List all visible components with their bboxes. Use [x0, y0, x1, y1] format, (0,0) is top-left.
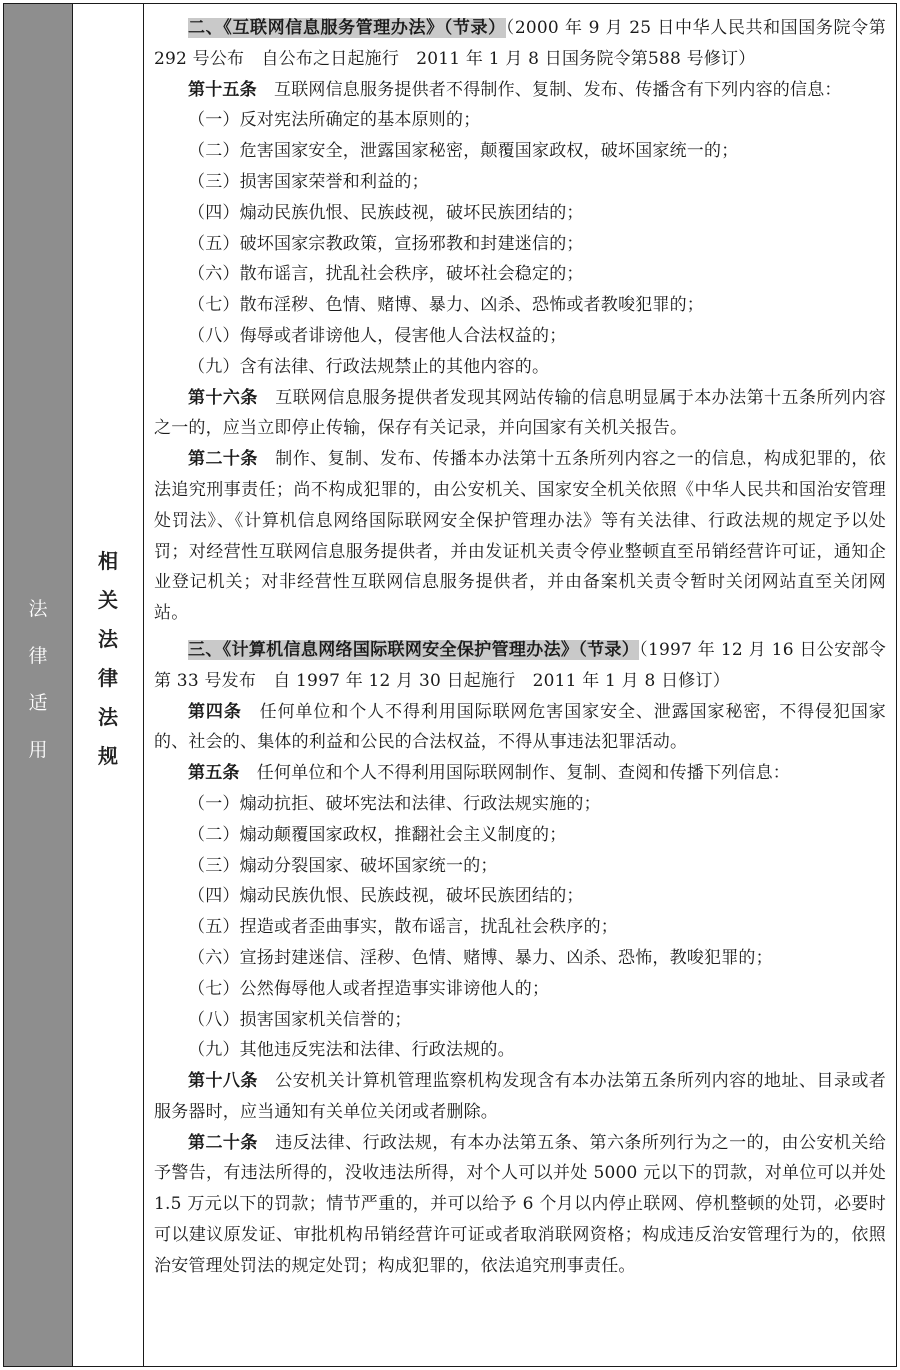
list-item: （九）其他违反宪法和法律、行政法规的。 [188, 1040, 515, 1061]
list-item: （五）捏造或者歪曲事实，散布谣言，扰乱社会秩序的； [188, 917, 618, 938]
list-item: （七）公然侮辱他人或者捏造事实诽谤他人的； [188, 978, 550, 999]
list-item: （八）侮辱或者诽谤他人，侵害他人合法权益的； [188, 325, 567, 346]
section-1-header [154, 13, 886, 75]
article-15 [154, 75, 886, 106]
article-20-title: 第二十条 [188, 449, 258, 470]
article-4-title: 第四条 [188, 701, 242, 722]
article-20-b-text: 违反法律、行政法规，有本办法第五条、第六条所列行为之一的，由公安机关给予警告，有违法所得的，没收违法所得，对个人可以并处 5000 元以下的罚款，对单位可以并处 1.5 万元以下的罚款；情节严重的，并可以给予 6 个月以内停止联网、停机整顿的处罚，必要时可以建议原发证、审批机构吊销经营许可证或者取消联网资格；构成违反治安管理行为的，依照治安管理处罚法的规定处罚；构成犯罪的，依法追究刑事责任。 [154, 1132, 886, 1276]
article-15-title: 第十五条 [188, 79, 257, 100]
list-item: （五）破坏国家宗教政策，宣扬邪教和封建迷信的； [188, 233, 584, 254]
article-16 [154, 383, 886, 445]
subcategory-label: 相关法律法规 [98, 549, 118, 768]
article-18 [154, 1066, 886, 1128]
article-4 [154, 697, 886, 759]
list-item: （八）损害国家机关信誉的； [188, 1009, 412, 1030]
section-2-header [154, 635, 886, 697]
category-label: 法律适用 [28, 598, 48, 761]
list-item: （二）危害国家安全，泄露国家秘密，颠覆国家政权，破坏国家统一的； [188, 141, 739, 162]
section-1-source: （2000 年 9 月 25 日中华人民共和国国务院令第 292 号公布 自公布之日起施行 2011 年 1 月 8 日国务院令第588 号修订） [154, 18, 886, 69]
section-2-heading: 三、《计算机信息网络国际联网安全保护管理办法》（节录） [188, 639, 640, 660]
list-item: （一）反对宪法所确定的基本原则的； [188, 110, 481, 131]
law-table [3, 3, 897, 1367]
list-item: （九）含有法律、行政法规禁止的其他内容的。 [188, 356, 550, 377]
list-item: （四）煽动民族仇恨、民族歧视，破坏民族团结的； [188, 886, 584, 907]
article-16-text: 互联网信息服务提供者发现其网站传输的信息明显属于本办法第十五条所列内容之一的，应当立即停止传输，保存有关记录，并向国家有关机关报告。 [154, 387, 886, 439]
section-1-heading: 二、《互联网信息服务管理办法》（节录） [188, 18, 506, 38]
list-item: （二）煽动颠覆国家政权，推翻社会主义制度的； [188, 824, 567, 845]
article-20-b [154, 1128, 886, 1282]
category-column [4, 4, 73, 1366]
list-item: （六）散布谣言，扰乱社会秩序，破坏社会稳定的； [188, 264, 584, 285]
article-20-text: 制作、复制、发布、传播本办法第十五条所列内容之一的信息，构成犯罪的，依法追究刑事责任；尚不构成犯罪的，由公安机关、国家安全机关依照《中华人民共和国治安管理处罚法》、《计算机信息网络国际联网安全保护管理办法》等有关法律、行政法规的规定予以处罚；对经营性互联网信息服务提供者，并由发证机关责令停业整顿直至吊销经营许可证，通知企业登记机关；对非经营性互联网信息服务提供者，并由备案机关责令暂时关闭网站直至关闭网站。 [154, 449, 886, 624]
content-column [144, 4, 896, 1366]
section-2-source: （1997 年 12 月 16 日公安部令第 33 号发布 自 1997 年 12 月 30 日起施行 2011 年 1 月 8 日修订） [154, 639, 886, 691]
article-5-text: 任何单位和个人不得利用国际联网制作、复制、查阅和传播下列信息： [239, 763, 791, 784]
list-item: （三）煽动分裂国家、破坏国家统一的； [188, 855, 498, 876]
article-5 [154, 758, 886, 789]
list-item: （七）散布淫秽、色情、赌博、暴力、凶杀、恐怖或者教唆犯罪的； [188, 295, 704, 316]
subcategory-column [73, 4, 144, 1366]
article-18-text: 公安机关计算机管理监察机构发现含有本办法第五条所列内容的地址、目录或者服务器时，应当通知有关单位关闭或者删除。 [154, 1071, 886, 1122]
article-18-title: 第十八条 [188, 1071, 258, 1092]
article-20 [154, 444, 886, 629]
article-16-title: 第十六条 [188, 387, 258, 408]
article-15-text: 互联网信息服务提供者不得制作、复制、发布、传播含有下列内容的信息： [256, 79, 842, 100]
list-item: （一）煽动抗拒、破坏宪法和法律、行政法规实施的； [188, 793, 601, 814]
article-5-title: 第五条 [188, 763, 240, 784]
article-20-b-title: 第二十条 [188, 1132, 258, 1153]
list-item: （六）宣扬封建迷信、淫秽、色情、赌博、暴力、凶杀、恐怖，教唆犯罪的； [188, 947, 773, 968]
list-item: （三）损害国家荣誉和利益的； [188, 171, 429, 192]
list-item: （四）煽动民族仇恨、民族歧视，破坏民族团结的； [188, 202, 584, 223]
article-4-text: 任何单位和个人不得利用国际联网危害国家安全、泄露国家秘密，不得侵犯国家的、社会的、集体的利益和公民的合法权益，不得从事违法犯罪活动。 [154, 701, 886, 753]
